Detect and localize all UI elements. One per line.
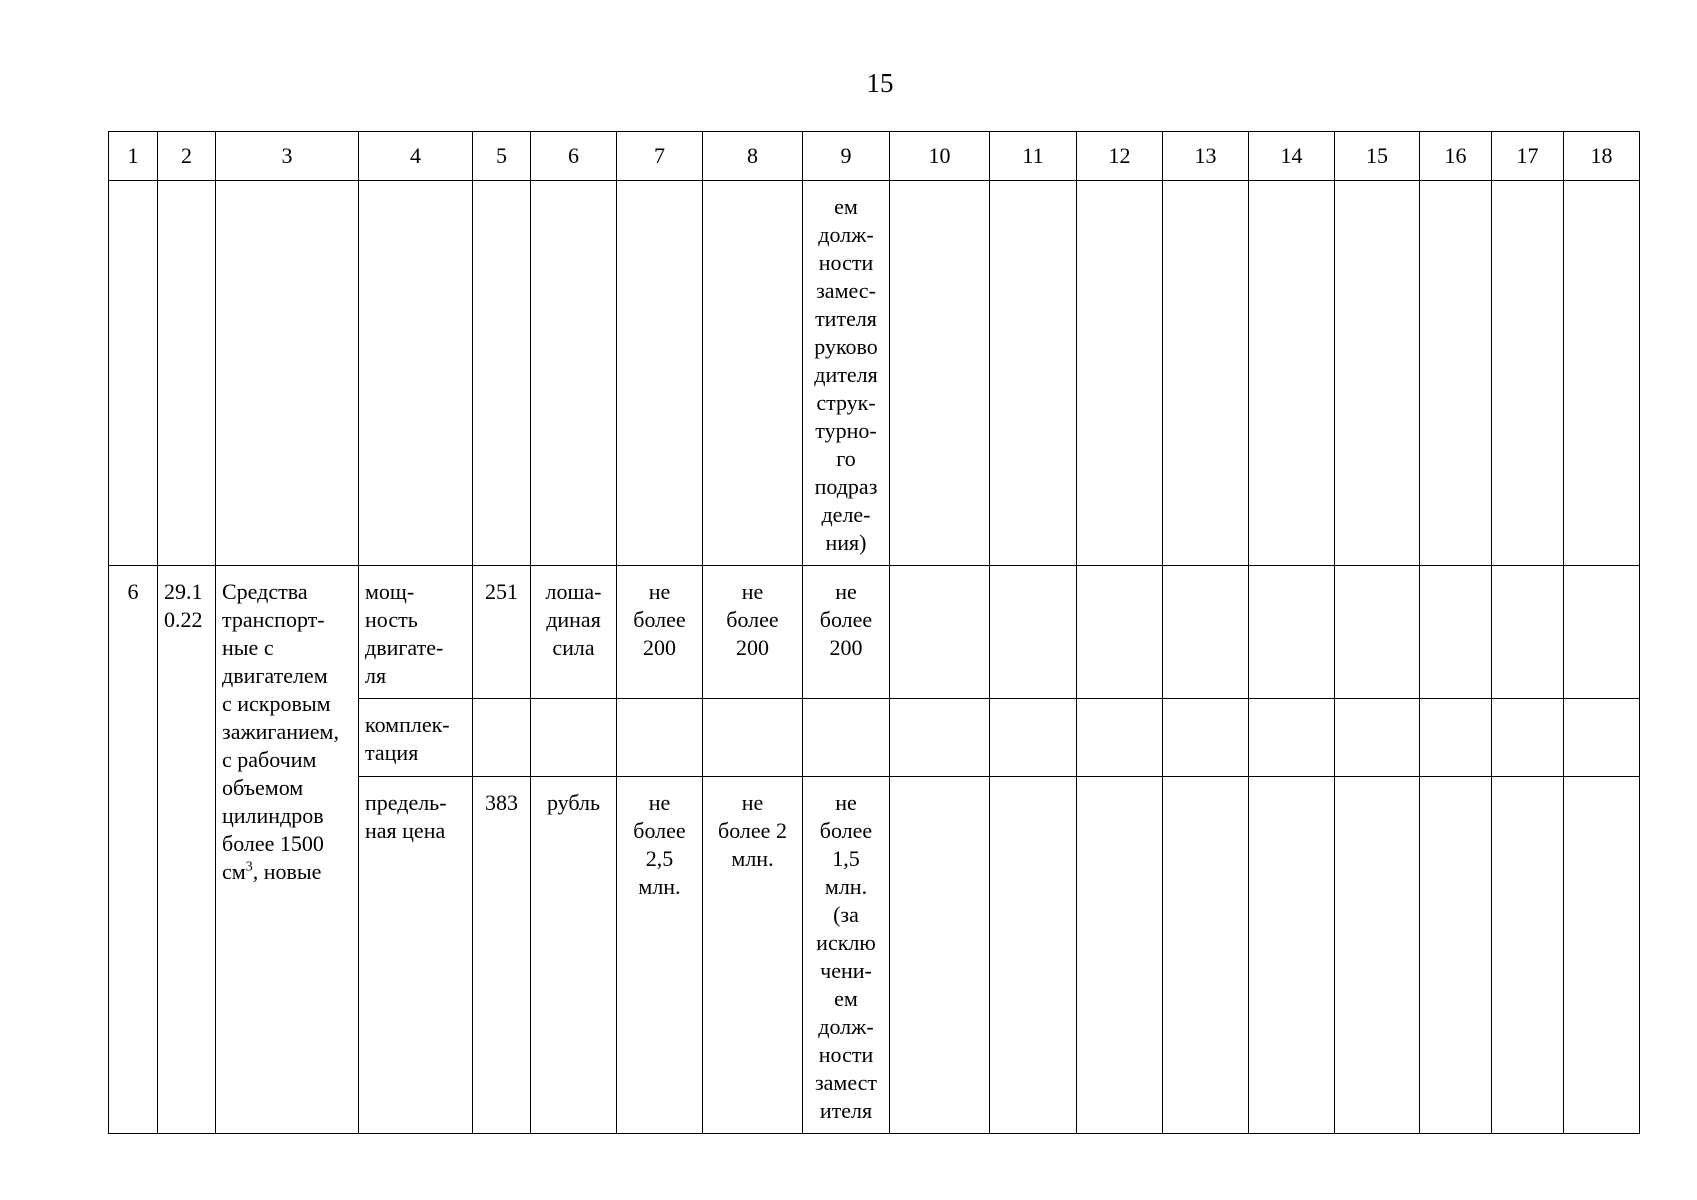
continuation-text: ем долж- ности замес- тителя руково дителя струк- турно- го подраз деле- ния) (814, 194, 878, 555)
item-number: 6 (127, 579, 139, 604)
table-cell (531, 699, 617, 777)
table-cell (1420, 181, 1492, 566)
table-cell (1163, 777, 1249, 1134)
table-cell (703, 777, 803, 1134)
table-cell (1492, 699, 1564, 777)
column-header: 6 (531, 132, 617, 181)
table-cell (158, 181, 216, 566)
column-header: 13 (1163, 132, 1249, 181)
characteristic-name: комплек- тация (365, 712, 450, 765)
table-cell (1249, 699, 1335, 777)
unit-code: 251 (485, 579, 518, 604)
table-cell (531, 566, 617, 699)
page-number: 15 (866, 68, 894, 98)
table-cell (617, 181, 703, 566)
column-header: 4 (359, 132, 473, 181)
table-cell (803, 181, 890, 566)
table-cell (1077, 566, 1163, 699)
table-cell (1420, 777, 1492, 1134)
table-cell (703, 699, 803, 777)
table-cell (1420, 699, 1492, 777)
table-cell (990, 181, 1077, 566)
table-cell (531, 181, 617, 566)
table-cell (890, 566, 990, 699)
column-header: 5 (473, 132, 531, 181)
item-description-superscript: 3 (245, 859, 253, 875)
item-number-cell (109, 566, 158, 1134)
table-cell (1163, 699, 1249, 777)
table-cell (359, 777, 473, 1134)
table-cell (359, 566, 473, 699)
table-cell (1335, 566, 1420, 699)
table-cell (1564, 777, 1640, 1134)
table-cell (1335, 777, 1420, 1134)
table-cell (1249, 566, 1335, 699)
table-cell (1163, 566, 1249, 699)
column-header: 8 (703, 132, 803, 181)
table-cell (359, 699, 473, 777)
unit-name (531, 699, 616, 711)
value-col7: не более 2,5 млн. (633, 790, 686, 899)
item-code: 29.1 0.22 (164, 579, 203, 632)
table-cell (1492, 777, 1564, 1134)
column-header: 2 (158, 132, 216, 181)
value-col9: не более 200 (819, 579, 873, 660)
table-cell (890, 181, 990, 566)
column-header: 10 (890, 132, 990, 181)
table-cell (1492, 566, 1564, 699)
column-header: 3 (216, 132, 359, 181)
table-cell (617, 566, 703, 699)
table-cell (473, 181, 531, 566)
table-cell (617, 777, 703, 1134)
table-cell (1492, 181, 1564, 566)
column-header: 11 (990, 132, 1077, 181)
table-cell (890, 777, 990, 1134)
table-cell (890, 699, 990, 777)
table-cell (1249, 777, 1335, 1134)
item-description (216, 566, 358, 886)
column-header: 14 (1249, 132, 1335, 181)
item-code-cell (158, 566, 216, 1134)
table-cell (1335, 181, 1420, 566)
table-cell (359, 181, 473, 566)
table-cell (803, 566, 890, 699)
table-cell (1077, 777, 1163, 1134)
item-description-cell (216, 566, 359, 1134)
table-cell (1077, 181, 1163, 566)
unit-code: 383 (485, 790, 518, 815)
table-cell (617, 699, 703, 777)
table-cell (1564, 181, 1640, 566)
column-header: 15 (1335, 132, 1420, 181)
item-description-tail: , новые (252, 859, 322, 884)
column-header: 18 (1564, 132, 1640, 181)
value-col9: не более 1,5 млн. (за исклю чени- ем долж- ности замест ителя (814, 790, 878, 1123)
value-col9 (803, 699, 889, 711)
table-cell (1335, 699, 1420, 777)
value-col8: не более 200 (726, 579, 779, 660)
table-cell (473, 566, 531, 699)
table-cell (1249, 181, 1335, 566)
column-header: 17 (1492, 132, 1564, 181)
table-row-power (109, 566, 1640, 699)
column-header: 12 (1077, 132, 1163, 181)
table-cell (990, 699, 1077, 777)
table-cell (473, 699, 531, 777)
value-col7 (617, 699, 702, 711)
table-cell (1564, 566, 1640, 699)
value-col8: не более 2 млн. (718, 790, 787, 871)
table-cell (109, 181, 158, 566)
table-cell (990, 566, 1077, 699)
column-header: 16 (1420, 132, 1492, 181)
table-cell (703, 566, 803, 699)
unit-name: лоша- диная сила (545, 579, 602, 660)
column-header: 7 (617, 132, 703, 181)
column-header: 9 (803, 132, 890, 181)
unit-name: рубль (546, 790, 601, 815)
characteristic-name: мощ- ность двигате- ля (365, 579, 444, 688)
table-cell (803, 777, 890, 1134)
table-cell (1564, 699, 1640, 777)
table-row-continuation (109, 181, 1640, 566)
value-col8 (703, 699, 802, 711)
table-cell (531, 777, 617, 1134)
document-table (108, 131, 1640, 1134)
table-header-row (109, 132, 1640, 181)
table-cell (990, 777, 1077, 1134)
column-header: 1 (109, 132, 158, 181)
unit-code (473, 699, 530, 711)
value-col7: не более 200 (633, 579, 686, 660)
item-description-text: Средства транспорт- ные с двигателем с искровым зажиганием, с рабочим объемом цилиндров более 1500 см (222, 579, 339, 884)
table-cell (1420, 566, 1492, 699)
table-cell (803, 699, 890, 777)
characteristic-name: предель- ная цена (365, 790, 447, 843)
table-cell (473, 777, 531, 1134)
table-cell (216, 181, 359, 566)
table-cell (703, 181, 803, 566)
table-cell (1077, 699, 1163, 777)
table-cell (1163, 181, 1249, 566)
